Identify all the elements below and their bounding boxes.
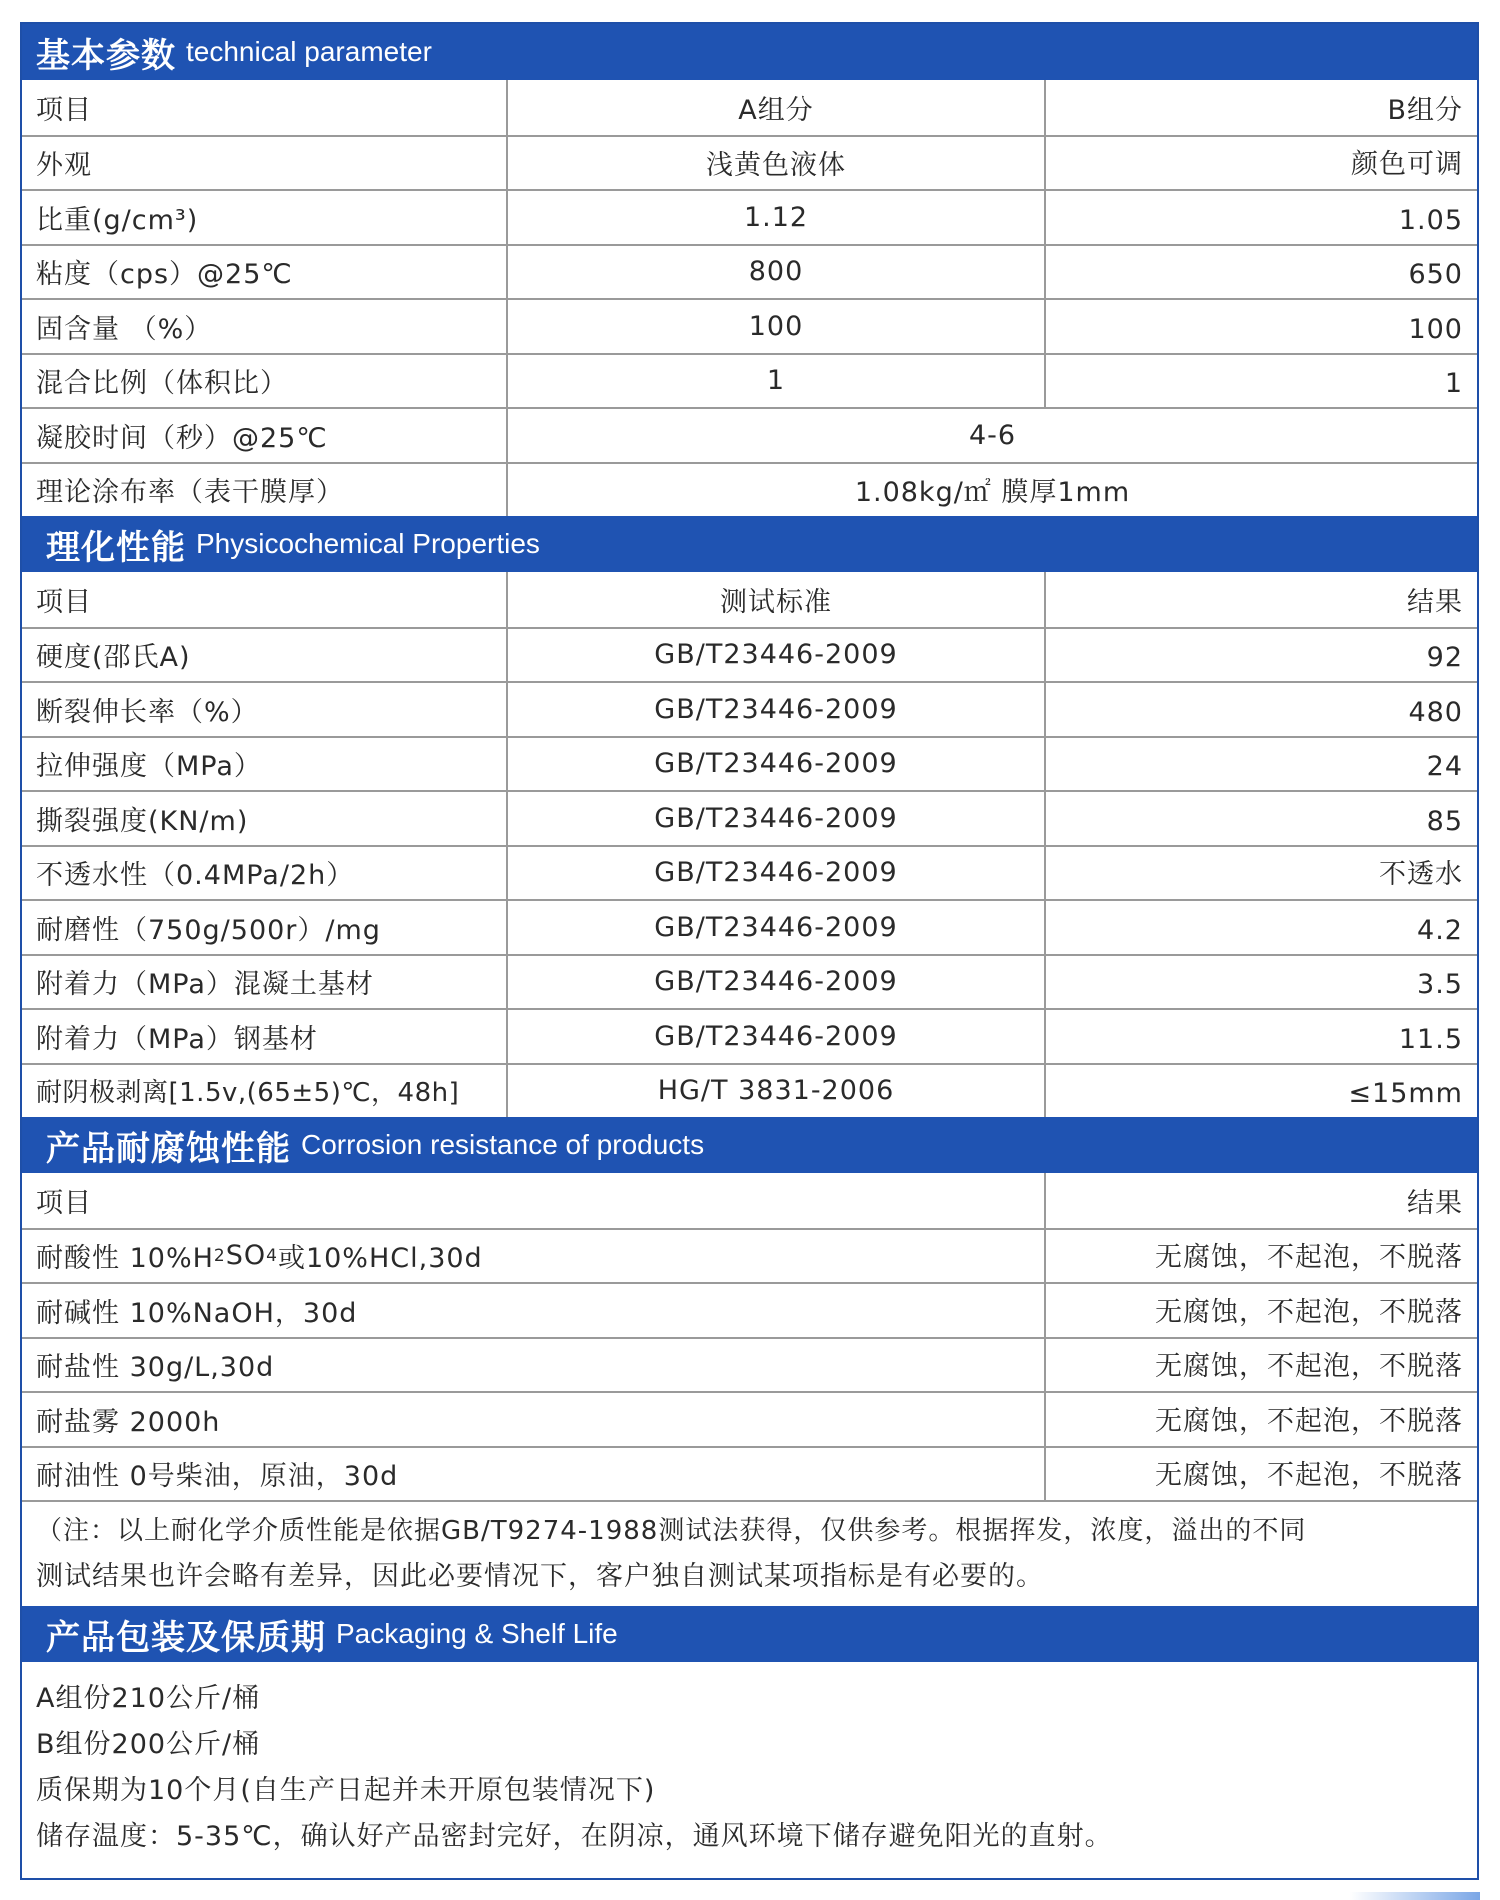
column-b-value: 100 — [1408, 313, 1463, 345]
section-header-basic — [22, 24, 1477, 80]
result-value: ≤15mm — [1348, 1078, 1463, 1109]
result-value: 480 — [1408, 696, 1463, 728]
table-row — [22, 1008, 1477, 1063]
acid-label-part: SO — [225, 1240, 267, 1272]
section-title-zh: 产品包装及保质期 — [46, 1617, 326, 1658]
column-b-value: B组分 — [1387, 94, 1463, 126]
column-b-value: 650 — [1408, 259, 1463, 290]
table-row — [22, 189, 1477, 244]
test-standard: GB/T23446-2009 — [508, 792, 1046, 845]
acid-subscript: 4 — [266, 1245, 278, 1266]
row-label: 外观 — [22, 137, 508, 190]
table-row — [22, 1228, 1477, 1283]
physico-table — [22, 572, 1477, 1117]
table-row — [22, 736, 1477, 791]
footnote-line: （注：以上耐化学介质性能是依据GB/T9274-1988测试法获得，仅供参考。根据挥发，浓度，溢出的不同 — [36, 1516, 1307, 1546]
result-value: 11.5 — [1398, 1023, 1463, 1055]
row-label: 耐磨性（750g/500r）/mg — [22, 901, 508, 954]
spec-sheet — [20, 22, 1479, 1880]
table-row — [22, 1337, 1477, 1392]
result-value: 4.2 — [1417, 914, 1463, 946]
row-label: 拉伸强度（MPa） — [22, 738, 508, 791]
row-label: 固含量 （%） — [22, 300, 508, 353]
row-label: 耐盐雾 2000h — [22, 1393, 1046, 1446]
row-label: 耐碱性 10%NaOH，30d — [22, 1284, 1046, 1337]
table-row — [22, 899, 1477, 954]
table-row — [22, 1173, 1477, 1228]
result-value: 92 — [1426, 642, 1463, 673]
table-row — [22, 572, 1477, 627]
packaging-line: 质保期为10个月(自生产日起并未开原包装情况下) — [36, 1775, 656, 1806]
packaging-line: A组份210公斤/桶 — [36, 1683, 261, 1714]
test-standard: GB/T23446-2009 — [508, 738, 1046, 791]
section-title-zh: 产品耐腐蚀性能 — [46, 1128, 291, 1169]
row-label: 硬度(邵氏A) — [22, 629, 508, 682]
acid-label-part: 或10%HCl,30d — [277, 1243, 483, 1275]
row-label: 附着力（MPa）混凝土基材 — [22, 956, 508, 1009]
section-title-zh: 基本参数 — [36, 35, 176, 76]
row-label: 耐油性 0号柴油，原油，30d — [22, 1448, 1046, 1501]
test-standard: GB/T23446-2009 — [508, 1010, 1046, 1063]
result-value: 无腐蚀，不起泡，不脱落 — [1155, 1296, 1463, 1328]
table-row — [22, 298, 1477, 353]
merged-value: 1.08kg/㎡ 膜厚1mm — [854, 477, 1131, 509]
corrosion-table — [22, 1173, 1477, 1606]
section-title-en: Physicochemical Properties — [196, 528, 540, 559]
table-row — [22, 790, 1477, 845]
table-row — [22, 845, 1477, 900]
column-a-value: 1 — [508, 355, 1046, 408]
row-label: 耐盐性 30g/L,30d — [22, 1339, 1046, 1392]
table-row — [22, 462, 1477, 517]
table-row — [22, 135, 1477, 190]
row-label: 附着力（MPa）钢基材 — [22, 1010, 508, 1063]
result-value: 结果 — [1407, 586, 1463, 618]
acid-subscript: 2 — [213, 1245, 226, 1266]
decorative-bar — [1350, 1892, 1480, 1900]
result-value: 结果 — [1407, 1187, 1463, 1219]
row-label: 凝胶时间（秒）@25℃ — [22, 409, 508, 462]
row-label: 不透水性（0.4MPa/2h） — [22, 847, 508, 900]
test-standard: GB/T23446-2009 — [508, 901, 1046, 954]
basic-table — [22, 80, 1477, 516]
row-label: 耐阴极剥离[1.5v,(65±5)℃，48h] — [22, 1065, 508, 1118]
table-row — [22, 407, 1477, 462]
table-row — [22, 353, 1477, 408]
packaging-line: 储存温度：5-35℃，确认好产品密封完好，在阴凉，通风环境下储存避免阳光的直射。 — [36, 1821, 1113, 1852]
result-value: 3.5 — [1417, 969, 1463, 1000]
column-b-value: 1 — [1444, 368, 1463, 399]
acid-label-part: 耐酸性 10%H — [36, 1243, 214, 1275]
section-title-en: technical parameter — [186, 36, 432, 67]
result-value: 无腐蚀，不起泡，不脱落 — [1155, 1405, 1463, 1437]
section-header-packaging — [22, 1606, 1477, 1662]
row-label: 粘度（cps）@25℃ — [22, 246, 508, 299]
table-row — [22, 80, 1477, 135]
table-row — [22, 954, 1477, 1009]
result-value: 无腐蚀，不起泡，不脱落 — [1155, 1242, 1463, 1273]
row-label: 项目 — [22, 80, 508, 135]
row-label: 项目 — [22, 572, 508, 627]
section-header-corrosion — [22, 1117, 1477, 1173]
row-label — [22, 1230, 1046, 1283]
section-title-en: Corrosion resistance of products — [301, 1129, 705, 1160]
test-standard: GB/T23446-2009 — [508, 956, 1046, 1009]
result-value: 无腐蚀，不起泡，不脱落 — [1155, 1351, 1463, 1382]
row-label: 项目 — [22, 1173, 1046, 1228]
section-header-physico — [22, 516, 1477, 572]
column-a-value: A组分 — [508, 80, 1046, 135]
footnote-line: 测试结果也许会略有差异，因此必要情况下，客户独自测试某项指标是有必要的。 — [36, 1561, 1044, 1592]
merged-value: 4-6 — [968, 419, 1017, 451]
packaging-body — [22, 1662, 1477, 1878]
column-a-value: 1.12 — [508, 191, 1046, 244]
row-label: 断裂伸长率（%） — [22, 683, 508, 736]
table-row — [22, 1282, 1477, 1337]
table-row — [22, 1063, 1477, 1118]
column-a-value: 100 — [508, 300, 1046, 353]
packaging-line: B组份200公斤/桶 — [36, 1729, 261, 1760]
result-value: 不透水 — [1379, 859, 1463, 890]
column-a-value: 浅黄色液体 — [508, 137, 1046, 190]
table-row — [22, 1391, 1477, 1446]
table-row — [22, 627, 1477, 682]
row-label: 混合比例（体积比） — [22, 355, 508, 408]
test-standard: GB/T23446-2009 — [508, 629, 1046, 682]
test-standard: GB/T23446-2009 — [508, 683, 1046, 736]
section-title-en: Packaging & Shelf Life — [336, 1618, 618, 1649]
result-value: 无腐蚀，不起泡，不脱落 — [1155, 1460, 1463, 1491]
table-row — [22, 1446, 1477, 1501]
section-title-zh: 理化性能 — [46, 527, 186, 568]
row-label: 理论涂布率（表干膜厚） — [22, 464, 508, 517]
table-row — [22, 681, 1477, 736]
footnote — [22, 1500, 1477, 1606]
row-label: 比重(g/cm³) — [22, 191, 508, 244]
column-b-value: 颜色可调 — [1351, 149, 1463, 180]
table-row — [22, 244, 1477, 299]
column-b-value: 1.05 — [1398, 204, 1463, 236]
column-a-value: 800 — [508, 246, 1046, 299]
row-label: 撕裂强度(KN/m) — [22, 792, 508, 845]
test-standard: HG/T 3831-2006 — [508, 1065, 1046, 1118]
test-standard: 测试标准 — [508, 572, 1046, 627]
result-value: 24 — [1426, 751, 1463, 782]
result-value: 85 — [1426, 805, 1463, 837]
test-standard: GB/T23446-2009 — [508, 847, 1046, 900]
